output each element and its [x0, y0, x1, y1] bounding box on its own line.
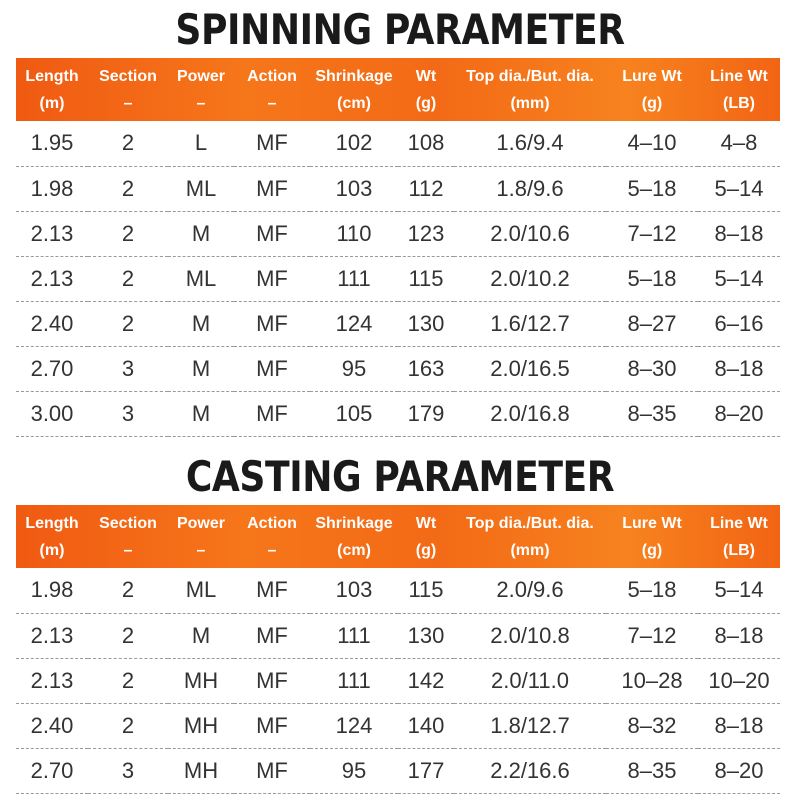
column-header [698, 505, 780, 568]
table-cell: M [168, 301, 234, 346]
column-header-unit: – [123, 541, 133, 559]
table-row [16, 166, 780, 211]
table-cell: 2 [88, 703, 168, 748]
table-cell: 103 [310, 568, 398, 613]
table-cell: 2.0/10.2 [454, 256, 606, 301]
table-cell: MF [234, 748, 310, 793]
table-cell: 5–14 [698, 256, 780, 301]
table-cell: 8–35 [606, 391, 698, 436]
column-header [310, 58, 398, 121]
column-header-label: Section [99, 514, 157, 532]
column-header [698, 58, 780, 121]
column-header-unit: (cm) [337, 541, 371, 559]
column-header [88, 58, 168, 121]
table-cell: MF [234, 166, 310, 211]
column-header-label: Action [247, 514, 297, 532]
table-row [16, 346, 780, 391]
table-cell: M [168, 613, 234, 658]
table-cell: 7–12 [606, 211, 698, 256]
table-cell: 2.0/10.6 [454, 211, 606, 256]
table-cell: 2.0/9.6 [454, 568, 606, 613]
table-cell: 8–18 [698, 613, 780, 658]
column-header-label: Section [99, 67, 157, 85]
column-header-unit: (m) [39, 94, 65, 112]
column-header-unit: (g) [641, 94, 663, 112]
column-header-label: Lure Wt [622, 67, 682, 85]
table-cell: 2.40 [16, 703, 88, 748]
column-header-label: Action [247, 67, 297, 85]
column-header-label: Line Wt [710, 67, 768, 85]
table-cell: 1.8/9.6 [454, 166, 606, 211]
column-header [398, 505, 454, 568]
table-cell: 2.70 [16, 346, 88, 391]
table-cell: 1.6/9.4 [454, 121, 606, 166]
table-cell: 124 [310, 301, 398, 346]
table-cell: 124 [310, 703, 398, 748]
column-header-unit: – [123, 94, 133, 112]
table-cell: 4–8 [698, 121, 780, 166]
table-cell: 2 [88, 256, 168, 301]
table-cell: MF [234, 256, 310, 301]
table-cell: 110 [310, 211, 398, 256]
table-cell: 5–18 [606, 568, 698, 613]
spinning-parameter-title: SPINNING PARAMETER [175, 5, 625, 54]
column-header-label: Wt [415, 67, 437, 85]
column-header [168, 58, 234, 121]
column-header-label: Top dia./But. dia. [466, 514, 594, 532]
table-cell: 2.0/10.8 [454, 613, 606, 658]
table-cell: 2.70 [16, 748, 88, 793]
column-header-label: Top dia./But. dia. [466, 67, 594, 85]
table-cell: 2 [88, 166, 168, 211]
column-header-unit: – [196, 541, 206, 559]
table-cell: 111 [310, 658, 398, 703]
table-cell: 3 [88, 391, 168, 436]
table-cell: 123 [398, 211, 454, 256]
table-cell: MF [234, 346, 310, 391]
table-cell: MF [234, 568, 310, 613]
table-cell: 111 [310, 256, 398, 301]
column-header [88, 505, 168, 568]
table-cell: 2.13 [16, 613, 88, 658]
table-cell: 3.00 [16, 391, 88, 436]
table-cell: 108 [398, 121, 454, 166]
table-cell: ML [168, 256, 234, 301]
table-cell: 2 [88, 658, 168, 703]
column-header-unit: (mm) [510, 541, 550, 559]
table-cell: 10–20 [698, 658, 780, 703]
table-row [16, 256, 780, 301]
table-cell: 5–14 [698, 568, 780, 613]
table-cell: MF [234, 121, 310, 166]
spinning-table-body [16, 121, 780, 436]
table-cell: MF [234, 211, 310, 256]
table-cell: 140 [398, 703, 454, 748]
table-cell: 8–18 [698, 703, 780, 748]
table-cell: 5–14 [698, 166, 780, 211]
casting-table-body [16, 568, 780, 793]
column-header [234, 505, 310, 568]
table-cell: 3 [88, 346, 168, 391]
table-cell: 8–30 [606, 346, 698, 391]
column-header [398, 58, 454, 121]
column-header-unit: – [267, 94, 277, 112]
table-cell: 6–16 [698, 301, 780, 346]
table-cell: 2.13 [16, 211, 88, 256]
table-cell: 105 [310, 391, 398, 436]
column-header-unit: (LB) [723, 541, 755, 559]
table-cell: ML [168, 166, 234, 211]
table-cell: 8–20 [698, 748, 780, 793]
table-row [16, 613, 780, 658]
table-row [16, 703, 780, 748]
table-cell: 2 [88, 211, 168, 256]
column-header-unit: (cm) [337, 94, 371, 112]
table-row [16, 301, 780, 346]
table-cell: 1.98 [16, 166, 88, 211]
table-cell: 102 [310, 121, 398, 166]
table-cell: MH [168, 703, 234, 748]
table-cell: 2.0/16.5 [454, 346, 606, 391]
table-cell: 2.2/16.6 [454, 748, 606, 793]
table-cell: MF [234, 301, 310, 346]
column-header-label: Shrinkage [315, 514, 393, 532]
table-cell: 95 [310, 346, 398, 391]
table-cell: 177 [398, 748, 454, 793]
table-cell: 10–28 [606, 658, 698, 703]
casting-parameter-table [16, 505, 780, 794]
table-row [16, 121, 780, 166]
column-header [606, 505, 698, 568]
table-cell: 130 [398, 301, 454, 346]
table-cell: L [168, 121, 234, 166]
table-cell: 2.13 [16, 658, 88, 703]
table-cell: 2 [88, 568, 168, 613]
table-cell: 2 [88, 121, 168, 166]
table-cell: 163 [398, 346, 454, 391]
column-header-unit: – [196, 94, 206, 112]
table-row [16, 658, 780, 703]
table-cell: 2 [88, 301, 168, 346]
table-cell: 130 [398, 613, 454, 658]
column-header-unit: (g) [641, 541, 663, 559]
column-header [454, 58, 606, 121]
column-header [234, 58, 310, 121]
table-cell: 2.13 [16, 256, 88, 301]
table-cell: MF [234, 703, 310, 748]
table-cell: 95 [310, 748, 398, 793]
column-header-label: Lure Wt [622, 514, 682, 532]
table-cell: MF [234, 613, 310, 658]
table-row [16, 211, 780, 256]
table-cell: 8–18 [698, 346, 780, 391]
table-cell: 179 [398, 391, 454, 436]
table-cell: 8–18 [698, 211, 780, 256]
table-cell: 1.98 [16, 568, 88, 613]
table-cell: 2.0/11.0 [454, 658, 606, 703]
column-header-label: Power [176, 67, 225, 85]
column-header-label: Wt [415, 514, 437, 532]
table-cell: 8–35 [606, 748, 698, 793]
spinning-parameter-table [16, 58, 780, 437]
table-cell: 5–18 [606, 166, 698, 211]
table-cell: M [168, 391, 234, 436]
table-row [16, 748, 780, 793]
table-cell: MH [168, 658, 234, 703]
column-header [16, 505, 88, 568]
column-header-unit: (g) [415, 541, 437, 559]
casting-parameter-title: CASTING PARAMETER [185, 452, 615, 501]
column-header [606, 58, 698, 121]
table-cell: MF [234, 658, 310, 703]
casting-table-header [16, 505, 780, 568]
table-cell: MF [234, 391, 310, 436]
table-cell: 4–10 [606, 121, 698, 166]
table-cell: 1.6/12.7 [454, 301, 606, 346]
table-cell: 112 [398, 166, 454, 211]
table-cell: 7–12 [606, 613, 698, 658]
table-cell: 111 [310, 613, 398, 658]
column-header-label: Shrinkage [315, 67, 393, 85]
table-cell: 115 [398, 256, 454, 301]
table-cell: M [168, 211, 234, 256]
table-cell: 8–27 [606, 301, 698, 346]
column-header-unit: (LB) [723, 94, 755, 112]
column-header [16, 58, 88, 121]
column-header-unit: (g) [415, 94, 437, 112]
table-cell: 8–32 [606, 703, 698, 748]
table-cell: 1.8/12.7 [454, 703, 606, 748]
table-cell: 2.0/16.8 [454, 391, 606, 436]
column-header-label: Line Wt [710, 514, 768, 532]
table-cell: 142 [398, 658, 454, 703]
table-cell: 1.95 [16, 121, 88, 166]
column-header-label: Power [176, 514, 225, 532]
column-header-unit: – [267, 541, 277, 559]
table-cell: 3 [88, 748, 168, 793]
table-cell: 5–18 [606, 256, 698, 301]
table-cell: ML [168, 568, 234, 613]
table-cell: 8–20 [698, 391, 780, 436]
spinning-table-header [16, 58, 780, 121]
table-cell: M [168, 346, 234, 391]
table-cell: 103 [310, 166, 398, 211]
column-header [168, 505, 234, 568]
table-row [16, 568, 780, 613]
table-cell: MH [168, 748, 234, 793]
column-header-label: Length [25, 514, 79, 532]
column-header [454, 505, 606, 568]
table-cell: 2.40 [16, 301, 88, 346]
table-row [16, 391, 780, 436]
table-cell: 2 [88, 613, 168, 658]
column-header-unit: (m) [39, 541, 65, 559]
column-header-label: Length [25, 67, 79, 85]
column-header [310, 505, 398, 568]
column-header-unit: (mm) [510, 94, 550, 112]
table-cell: 115 [398, 568, 454, 613]
